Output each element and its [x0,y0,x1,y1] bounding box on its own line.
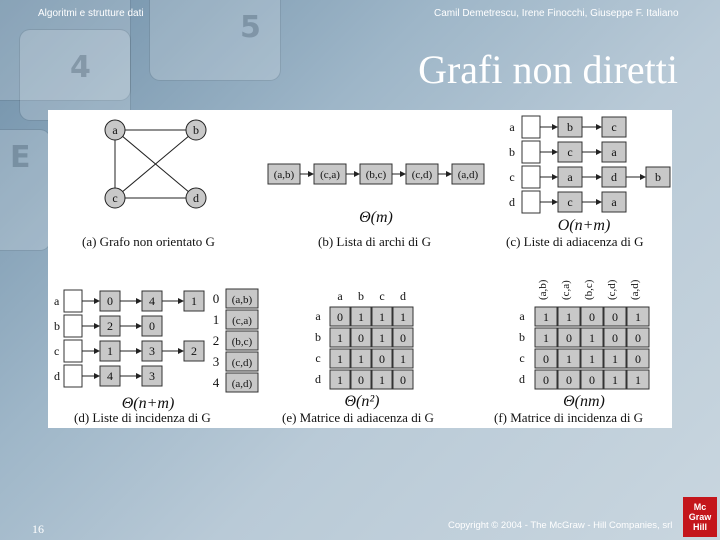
inc-list-node-label: 0 [149,319,155,333]
background-key-glyph: 5 [240,10,261,45]
inc-list-vertex-label: b [54,319,60,333]
edge-list-label: (c,a) [320,169,340,181]
adj-list-arrow-head [596,199,602,205]
complexity-e: Θ(n²) [344,393,380,410]
adj-list-vertex-label: d [509,195,515,209]
inc-list-arrow-head [136,323,142,329]
adj-list-arrow-head [552,174,558,180]
inc-matrix-row-header: d [519,372,525,386]
edge-list-arrow-head [400,171,406,177]
adj-matrix-value: 0 [400,373,406,387]
adj-list-node-label: c [611,120,617,134]
graph-node-label: c [112,191,118,205]
edge-list-label: (c,d) [411,169,433,181]
adj-matrix-value: 1 [400,310,406,324]
header-right: Camil Demetrescu, Irene Finocchi, Giuseppe F. Italiano [434,8,679,19]
adj-list-node-label: d [611,170,617,184]
inc-matrix-value: 0 [543,352,549,366]
adj-list-node-label: a [611,195,617,209]
edge-index-label: (c,d) [231,357,253,369]
adj-matrix-value: 1 [337,373,343,387]
adj-list-head [522,141,540,163]
inc-matrix-value: 1 [635,310,641,324]
inc-matrix-row-header: b [519,330,525,344]
inc-list-node-label: 2 [107,319,113,333]
adj-list-head [522,116,540,138]
copyright-text: Copyright © 2004 - The McGraw - Hill Companies, srl [448,520,673,531]
inc-matrix-value: 1 [635,373,641,387]
complexity-f: Θ(nm) [563,393,605,410]
caption-f: (f) Matrice di incidenza di G [494,410,644,425]
logo-line: Graw [688,512,712,522]
logo-line: Mc [693,502,707,512]
graph-node-label: d [193,191,199,205]
graph-representations-figure [48,110,672,428]
adj-matrix-value: 1 [337,331,343,345]
adj-matrix-row-header: a [315,309,321,323]
adj-matrix-value: 1 [337,352,343,366]
edge-index-number: 0 [212,291,220,306]
adj-matrix-col-header: d [400,289,406,303]
inc-matrix-value: 0 [589,373,595,387]
edge-index-label: (c,a) [232,315,252,327]
inc-matrix-value: 0 [612,331,618,345]
inc-list-vertex-label: a [54,294,60,308]
inc-matrix-col-header: (b,c) [583,279,595,300]
edge-index-number: 2 [212,333,220,348]
inc-list-head [64,365,82,387]
adj-list-arrow-head [596,174,602,180]
adj-list-arrow-head [552,149,558,155]
edge-list-label: (b,c) [365,169,387,181]
caption-d: (d) Liste di incidenza di G [74,410,211,425]
inc-list-arrow-head [94,373,100,379]
inc-matrix-row-header: c [519,351,525,365]
adj-matrix-value: 1 [400,352,406,366]
adj-matrix-value: 1 [379,373,385,387]
adj-list-head [522,191,540,213]
inc-matrix-value: 0 [612,310,618,324]
adj-matrix-row-header: c [315,351,321,365]
adj-list-head [522,166,540,188]
adj-matrix-col-header: b [358,289,364,303]
adj-list-node-label: a [567,170,573,184]
inc-matrix-value: 0 [635,331,641,345]
inc-list-vertex-label: c [54,344,60,358]
background-key-glyph: E [10,140,31,175]
edge-list-arrow-head [446,171,452,177]
inc-list-arrow-head [136,348,142,354]
slide-title: Grafi non diretti [418,47,678,92]
inc-matrix-value: 1 [612,373,618,387]
adj-matrix-value: 0 [358,373,364,387]
adj-matrix-value: 0 [337,310,343,324]
inc-matrix-value: 0 [635,352,641,366]
edge-index-number: 4 [212,375,220,390]
adj-list-arrow-head [640,174,646,180]
adj-list-node-label: b [567,120,573,134]
adj-list-node-label: b [655,170,661,184]
adj-list-node-label: c [567,195,573,209]
adj-matrix-value: 1 [379,310,385,324]
inc-list-head [64,340,82,362]
complexity-c: O(n+m) [557,217,611,234]
edge-index-number: 1 [212,312,220,327]
inc-list-node-label: 1 [107,344,113,358]
edge-index-label: (b,c) [231,336,253,348]
inc-list-node-label: 4 [107,369,113,383]
edge-index-label: (a,d) [231,378,253,390]
inc-matrix-value: 1 [612,352,618,366]
caption-e: (e) Matrice di adiacenza di G [282,410,434,425]
adj-matrix-row-header: d [315,372,321,386]
inc-list-vertex-label: d [54,369,60,383]
edge-list-label: (a,d) [457,169,479,181]
caption-a: (a) Grafo non orientato G [82,234,215,249]
inc-list-node-label: 1 [191,294,197,308]
edge-list-arrow-head [308,171,314,177]
adj-matrix-col-header: a [337,289,343,303]
inc-matrix-col-header: (a,d) [629,279,641,300]
inc-list-arrow-head [136,298,142,304]
inc-list-arrow-head [178,298,184,304]
inc-matrix-col-header: (c,d) [606,279,618,300]
complexity-d: Θ(n+m) [121,395,175,412]
adj-matrix-col-header: c [379,289,385,303]
adj-list-arrow-head [552,199,558,205]
adj-matrix-value: 0 [400,331,406,345]
adj-list-vertex-label: c [509,170,515,184]
inc-matrix-value: 0 [566,331,572,345]
edge-list-arrow-head [354,171,360,177]
adj-matrix-value: 1 [379,331,385,345]
inc-list-node-label: 3 [149,344,155,358]
inc-matrix-value: 1 [589,331,595,345]
inc-matrix-row-header: a [519,309,525,323]
caption-b: (b) Lista di archi di G [318,234,431,249]
inc-matrix-value: 1 [566,310,572,324]
complexity-b: Θ(m) [359,209,393,226]
adj-list-arrow-head [596,149,602,155]
inc-list-arrow-head [94,298,100,304]
inc-list-head [64,315,82,337]
inc-list-head [64,290,82,312]
background-key-glyph: 4 [70,50,91,85]
adj-list-vertex-label: b [509,145,515,159]
adj-list-arrow-head [596,124,602,130]
adj-list-node-label: c [567,145,573,159]
graph-node-label: a [112,123,118,137]
inc-list-arrow-head [94,348,100,354]
caption-c: (c) Liste di adiacenza di G [506,234,644,249]
adj-matrix-value: 0 [379,352,385,366]
inc-matrix-col-header: (a,b) [537,279,549,300]
inc-list-node-label: 3 [149,369,155,383]
adj-matrix-value: 1 [358,310,364,324]
edge-index-label: (a,b) [231,294,253,306]
inc-matrix-value: 1 [543,310,549,324]
inc-matrix-value: 1 [543,331,549,345]
page-number: 16 [32,522,44,536]
header-left: Algoritmi e strutture dati [38,8,144,19]
inc-matrix-value: 1 [566,352,572,366]
logo-line: Hill [692,522,707,532]
adj-list-node-label: a [611,145,617,159]
inc-matrix-value: 0 [543,373,549,387]
inc-list-arrow-head [178,348,184,354]
publisher-logo [683,497,717,537]
inc-matrix-value: 1 [589,352,595,366]
inc-matrix-value: 0 [589,310,595,324]
adj-matrix-row-header: b [315,330,321,344]
edge-list-label: (a,b) [273,169,295,181]
inc-list-node-label: 4 [149,294,155,308]
inc-list-arrow-head [136,373,142,379]
adj-matrix-value: 1 [358,352,364,366]
graph-node-label: b [193,123,199,137]
inc-matrix-col-header: (c,a) [560,280,572,300]
inc-matrix-value: 0 [566,373,572,387]
figure-svg [48,110,672,428]
adj-list-vertex-label: a [509,120,515,134]
edge-index-number: 3 [212,354,220,369]
inc-list-arrow-head [94,323,100,329]
inc-list-node-label: 0 [107,294,113,308]
adj-matrix-value: 0 [358,331,364,345]
inc-list-node-label: 2 [191,344,197,358]
adj-list-arrow-head [552,124,558,130]
